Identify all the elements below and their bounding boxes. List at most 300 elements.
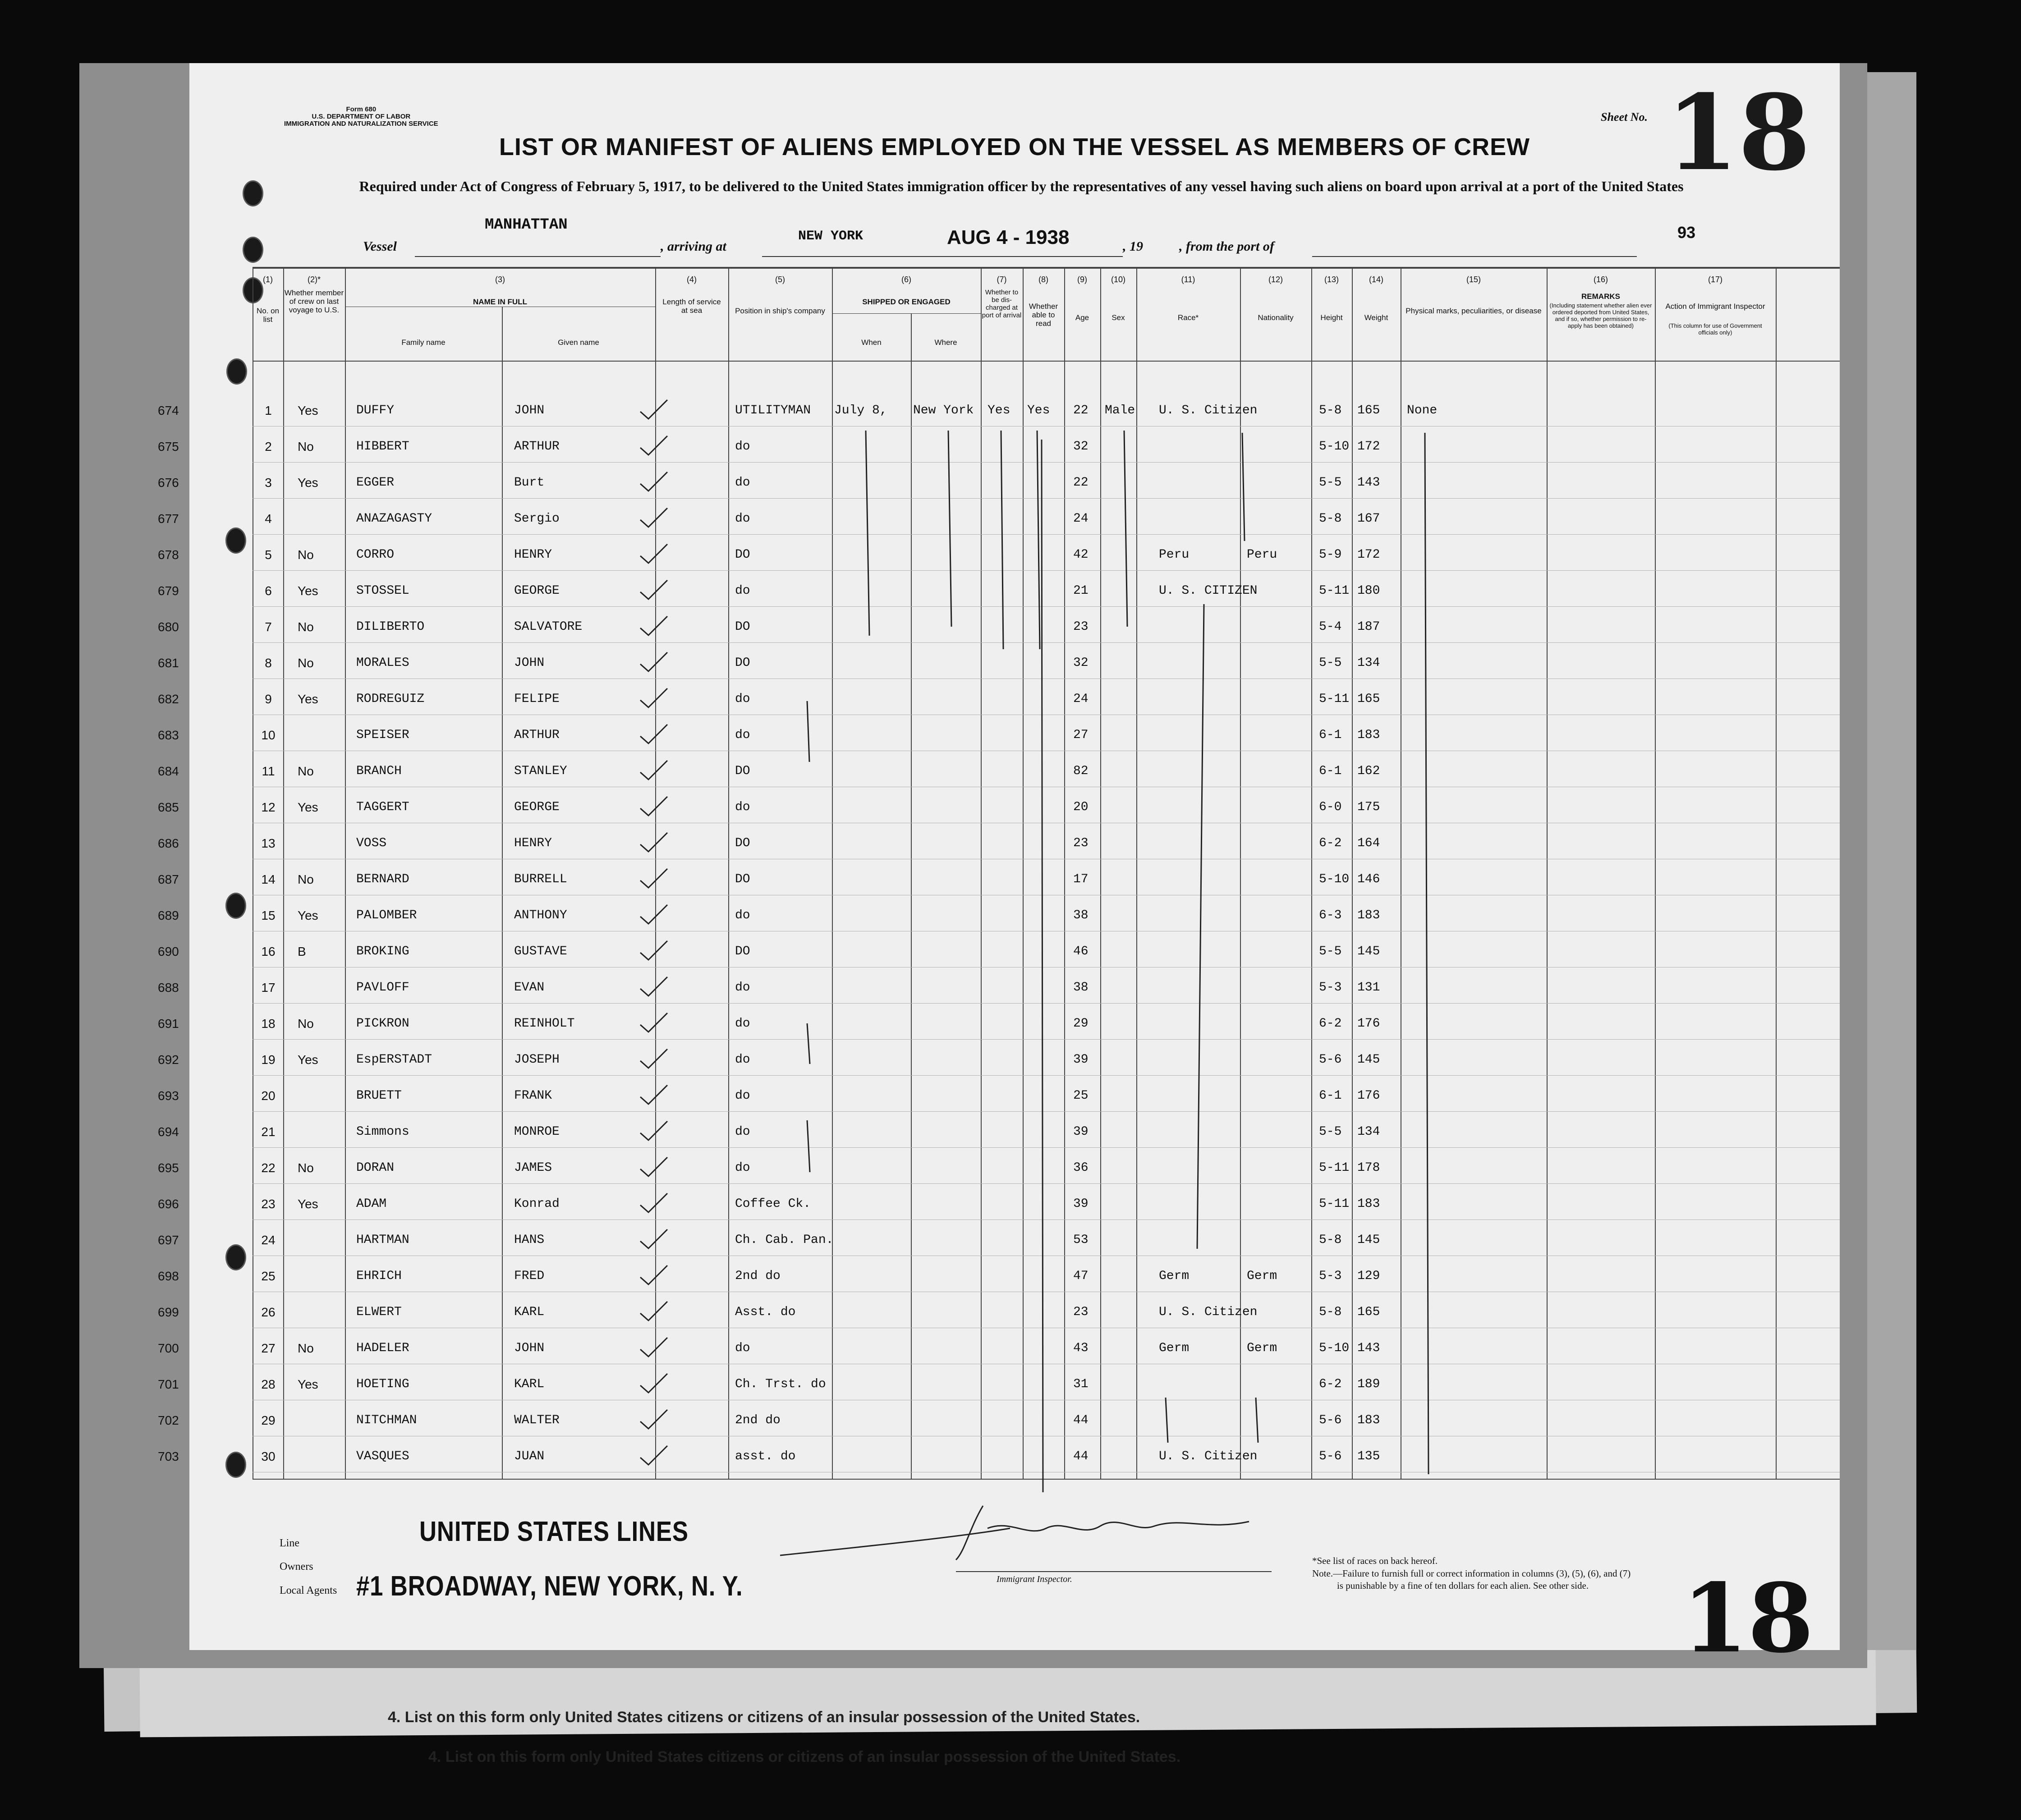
row-weight: 165: [1357, 403, 1380, 417]
check-mark: [640, 688, 667, 707]
row-given-name: WALTER: [514, 1413, 560, 1427]
row-age: 23: [1073, 620, 1089, 634]
row-family-name: HIBBERT: [356, 440, 409, 454]
row-margin-number: 684: [158, 764, 179, 778]
row-given-name: ARTHUR: [514, 728, 560, 742]
row-prev-voyage: No: [298, 872, 314, 886]
row-position: DO: [735, 872, 750, 886]
sheet-no-label: Sheet No.: [1601, 110, 1648, 124]
row-prev-voyage: No: [298, 548, 314, 562]
col-num: (8): [1038, 275, 1048, 284]
check-mark: [640, 1302, 667, 1320]
row-height: 6-1: [1319, 728, 1342, 742]
check-mark: [640, 544, 667, 563]
row-age: 23: [1073, 1305, 1089, 1319]
row-margin-number: 679: [158, 584, 179, 598]
line-label: Line: [280, 1537, 299, 1549]
sheet-number-footer: 18: [1682, 1563, 1814, 1674]
ditto-line: [1037, 431, 1040, 649]
row-age: 53: [1073, 1233, 1089, 1247]
row-position: DO: [735, 836, 750, 850]
row-age: 25: [1073, 1089, 1089, 1103]
col-num: (2)*: [307, 275, 321, 284]
row-position: do: [735, 1053, 750, 1067]
row-height: 5-9: [1319, 548, 1342, 562]
row-prev-voyage: Yes: [298, 692, 318, 706]
row-height: 5-10: [1319, 1341, 1350, 1355]
ditto-line: [1425, 433, 1428, 1474]
row-weight: 134: [1357, 656, 1380, 670]
row-weight: 145: [1357, 1053, 1380, 1067]
row-family-name: PAVLOFF: [356, 981, 409, 995]
col-head-remarks-note: (Including statement whether alien ever ordered deported from United States, and if so, whether permission to re-apply has been obtained): [1549, 302, 1652, 329]
row-age: 31: [1073, 1377, 1089, 1391]
row-given-name: JAMES: [514, 1161, 552, 1175]
row-age: 22: [1073, 403, 1089, 417]
row-family-name: BERNARD: [356, 872, 409, 886]
subtitle-line-1: Required under Act of Congress of February 5, 1917, to be delivered to the United States immigration officer by the representatives of any vessel having such aliens on board upon arrival at a: [359, 178, 1530, 194]
year-label: , 19: [1123, 239, 1143, 254]
row-position: DO: [735, 620, 750, 634]
col-head-nationality: Nationality: [1258, 313, 1294, 322]
row-weight: 145: [1357, 944, 1380, 958]
check-mark: [640, 1410, 667, 1429]
ditto-line: [807, 701, 809, 762]
row-height: 5-3: [1319, 1269, 1342, 1283]
arriving-label: , arriving at: [661, 239, 726, 254]
row-prev-voyage: Yes: [298, 1377, 318, 1391]
row-age: 43: [1073, 1341, 1089, 1355]
fine-note-1: Note.—Failure to furnish full or correct information in columns (3), (5), (6), and (7): [1312, 1568, 1631, 1579]
manifest-title: LIST OR MANIFEST OF ALIENS EMPLOYED ON THE VESSEL AS MEMBERS OF CREW: [499, 133, 1530, 160]
row-position: Coffee Ck.: [735, 1197, 811, 1211]
row-family-name: EspERSTADT: [356, 1053, 432, 1067]
row-physical-marks: None: [1407, 403, 1438, 417]
check-mark: [640, 1229, 667, 1248]
row-family-name: RODREGUIZ: [356, 692, 425, 706]
row-number: 18: [261, 1017, 276, 1031]
row-nationality: Peru: [1247, 548, 1277, 562]
row-number: 25: [261, 1269, 276, 1283]
row-number: 13: [261, 836, 276, 850]
row-margin-number: 687: [158, 872, 179, 886]
row-height: 6-2: [1319, 1017, 1342, 1031]
row-given-name: SALVATORE: [514, 620, 583, 634]
row-weight: 131: [1357, 981, 1380, 995]
line-stamp: UNITED STATES LINES: [419, 1516, 689, 1547]
row-family-name: STOSSEL: [356, 584, 409, 598]
row-race: U. S. CITIZEN: [1159, 584, 1258, 598]
row-position: DO: [735, 764, 750, 778]
row-margin-number: 695: [158, 1161, 179, 1175]
row-given-name: JOHN: [514, 656, 545, 670]
row-family-name: VASQUES: [356, 1449, 409, 1463]
check-mark: [640, 1338, 667, 1357]
row-given-name: EVAN: [514, 981, 545, 995]
row-height: 5-6: [1319, 1413, 1342, 1427]
row-position: do: [735, 728, 750, 742]
row-position: do: [735, 584, 750, 598]
row-number: 3: [265, 476, 272, 490]
row-weight: 183: [1357, 908, 1380, 922]
row-prev-voyage: No: [298, 656, 314, 670]
check-mark: [640, 580, 667, 599]
col-num: (15): [1466, 275, 1481, 284]
row-position: DO: [735, 548, 750, 562]
signature-line: [956, 1571, 1272, 1572]
check-mark: [640, 724, 667, 743]
check-mark: [640, 436, 667, 455]
row-given-name: KARL: [514, 1305, 545, 1319]
row-weight: 146: [1357, 872, 1380, 886]
row-margin-number: 688: [158, 981, 179, 995]
row-number: 6: [265, 584, 272, 598]
col-head-given-name: Given name: [558, 338, 599, 347]
row-position: Ch. Trst. do: [735, 1377, 826, 1391]
row-age: 32: [1073, 440, 1089, 454]
col-num: (6): [901, 275, 911, 284]
row-margin-number: 703: [158, 1449, 179, 1463]
underlying-page-text: 4. List on this form only United States citizens or citizens of an insular possession of the United States.: [388, 1709, 1140, 1726]
row-margin-number: 675: [158, 440, 179, 454]
row-weight: 143: [1357, 476, 1380, 490]
row-weight: 145: [1357, 1233, 1380, 1247]
handwritten-marks: [189, 63, 1840, 1650]
row-number: 8: [265, 656, 272, 670]
row-margin-number: 702: [158, 1413, 179, 1427]
row-family-name: NITCHMAN: [356, 1413, 417, 1427]
owners-label: Owners: [280, 1561, 313, 1572]
ditto-line: [1042, 440, 1043, 1492]
row-number: 20: [261, 1089, 276, 1103]
row-race: U. S. Citizen: [1159, 403, 1258, 417]
row-position: do: [735, 1161, 750, 1175]
row-discharged: Yes: [988, 403, 1010, 417]
row-weight: 165: [1357, 1305, 1380, 1319]
row-age: 24: [1073, 692, 1089, 706]
row-margin-number: 694: [158, 1125, 179, 1139]
row-age: 39: [1073, 1053, 1089, 1067]
col-head-read: Whether able to read: [1029, 302, 1058, 328]
row-margin-number: 689: [158, 908, 179, 922]
row-position: do: [735, 512, 750, 526]
service-name: IMMIGRATION AND NATURALIZATION SERVICE: [284, 120, 438, 128]
row-age: 39: [1073, 1125, 1089, 1139]
col-num: (14): [1369, 275, 1383, 284]
row-family-name: ADAM: [356, 1197, 387, 1211]
row-age: 47: [1073, 1269, 1089, 1283]
row-margin-number: 699: [158, 1305, 179, 1319]
row-weight: 176: [1357, 1089, 1380, 1103]
row-given-name: FRED: [514, 1269, 545, 1283]
row-height: 5-8: [1319, 403, 1342, 417]
check-mark: [640, 977, 667, 996]
department-name: U.S. DEPARTMENT OF LABOR: [312, 113, 411, 120]
check-mark: [640, 1085, 667, 1104]
row-number: 4: [265, 512, 272, 526]
row-given-name: HANS: [514, 1233, 545, 1247]
row-prev-voyage: Yes: [298, 403, 318, 417]
row-race: U. S. Citizen: [1159, 1449, 1258, 1463]
row-height: 5-5: [1319, 1125, 1342, 1139]
check-mark: [640, 1446, 667, 1465]
row-prev-voyage: No: [298, 620, 314, 634]
row-race: Germ: [1159, 1269, 1190, 1283]
row-weight: 178: [1357, 1161, 1380, 1175]
row-weight: 129: [1357, 1269, 1380, 1283]
row-sex: Male: [1105, 403, 1135, 417]
col-head-discharged: Whether to be dis-charged at port of arrival: [982, 289, 1022, 319]
row-weight: 134: [1357, 1125, 1380, 1139]
check-mark: [640, 761, 667, 779]
row-position: do: [735, 800, 750, 814]
row-number: 26: [261, 1305, 276, 1319]
row-position: do: [735, 981, 750, 995]
row-height: 5-10: [1319, 872, 1350, 886]
row-position: do: [735, 440, 750, 454]
row-height: 5-11: [1319, 1161, 1350, 1175]
races-note: *See list of races on back hereof.: [1312, 1555, 1438, 1566]
check-mark: [640, 472, 667, 491]
row-given-name: GEORGE: [514, 584, 560, 598]
row-nationality: Germ: [1247, 1341, 1277, 1355]
row-race: U. S. Citizen: [1159, 1305, 1258, 1319]
check-mark: [640, 652, 667, 671]
col-head-service-length: Length of service at sea: [662, 298, 721, 315]
ditto-line: [1124, 431, 1127, 627]
col-num: (5): [775, 275, 785, 284]
row-nationality: Germ: [1247, 1269, 1277, 1283]
row-position: 2nd do: [735, 1269, 781, 1283]
ditto-line: [1197, 604, 1204, 1249]
agents-stamp: #1 BROADWAY, NEW YORK, N. Y.: [356, 1571, 743, 1602]
col-head-family-name: Family name: [401, 338, 446, 347]
row-height: 6-0: [1319, 800, 1342, 814]
row-height: 5-11: [1319, 584, 1350, 598]
row-margin-number: 680: [158, 620, 179, 634]
col-num: (11): [1181, 275, 1195, 284]
col-num: (7): [997, 275, 1007, 284]
check-mark: [640, 905, 667, 924]
check-mark: [640, 833, 667, 852]
row-family-name: EHRICH: [356, 1269, 402, 1283]
row-margin-number: 674: [158, 403, 179, 417]
row-position: do: [735, 1017, 750, 1031]
row-margin-number: 691: [158, 1017, 179, 1031]
row-weight: 165: [1357, 692, 1380, 706]
row-prev-voyage: Yes: [298, 908, 318, 922]
row-number: 10: [261, 728, 276, 742]
row-family-name: DORAN: [356, 1161, 395, 1175]
ditto-line: [807, 1023, 810, 1064]
check-mark: [640, 1193, 667, 1212]
row-given-name: FRANK: [514, 1089, 552, 1103]
row-height: 5-5: [1319, 656, 1342, 670]
row-position: UTILITYMAN: [735, 403, 811, 417]
subtitle-line-2: port of the United States: [1533, 178, 1684, 194]
row-age: 20: [1073, 800, 1089, 814]
row-height: 5-3: [1319, 981, 1342, 995]
row-given-name: GEORGE: [514, 800, 560, 814]
row-margin-number: 697: [158, 1233, 179, 1247]
row-weight: 172: [1357, 440, 1380, 454]
row-weight: 183: [1357, 1197, 1380, 1211]
row-age: 42: [1073, 548, 1089, 562]
row-family-name: TAGGERT: [356, 800, 409, 814]
row-height: 5-8: [1319, 1233, 1342, 1247]
vessel-label: Vessel: [363, 239, 397, 254]
row-number: 14: [261, 872, 276, 886]
row-margin-number: 681: [158, 656, 179, 670]
row-age: 32: [1073, 656, 1089, 670]
row-margin-number: 685: [158, 800, 179, 814]
row-family-name: HOETING: [356, 1377, 409, 1391]
form-number: Form 680: [346, 105, 377, 113]
check-mark: [640, 869, 667, 888]
check-mark: [640, 941, 667, 960]
check-mark: [640, 1157, 667, 1176]
row-position: do: [735, 476, 750, 490]
local-agents-label: Local Agents: [280, 1585, 337, 1596]
row-prev-voyage: B: [298, 944, 306, 958]
row-weight: 183: [1357, 728, 1380, 742]
row-height: 5-6: [1319, 1449, 1342, 1463]
row-family-name: BRANCH: [356, 764, 402, 778]
row-given-name: ANTHONY: [514, 908, 567, 922]
row-position: do: [735, 1125, 750, 1139]
row-margin-number: 701: [158, 1377, 179, 1391]
row-able-to-read: Yes: [1027, 403, 1050, 417]
row-given-name: JOHN: [514, 1341, 545, 1355]
row-prev-voyage: No: [298, 764, 314, 778]
col-num: (16): [1593, 275, 1608, 284]
row-given-name: KARL: [514, 1377, 545, 1391]
page-count: 93: [1677, 223, 1696, 242]
col-head-action-note: (This column for use of Government officials only): [1668, 322, 1762, 336]
col-num: (4): [687, 275, 697, 284]
row-number: 27: [261, 1341, 276, 1355]
row-family-name: DILIBERTO: [356, 620, 425, 634]
col-head-action: Action of Immigrant Inspector: [1665, 302, 1765, 311]
col-num: (17): [1708, 275, 1722, 284]
row-race: Peru: [1159, 548, 1190, 562]
row-prev-voyage: Yes: [298, 1197, 318, 1211]
row-family-name: BROKING: [356, 944, 409, 958]
row-number: 30: [261, 1449, 276, 1463]
row-height: 6-2: [1319, 836, 1342, 850]
row-margin-number: 682: [158, 692, 179, 706]
row-height: 6-2: [1319, 1377, 1342, 1391]
check-mark: [640, 1265, 667, 1284]
row-height: 6-3: [1319, 908, 1342, 922]
row-position: do: [735, 692, 750, 706]
row-given-name: BURRELL: [514, 872, 567, 886]
row-height: 5-11: [1319, 692, 1350, 706]
row-family-name: DUFFY: [356, 403, 395, 417]
ditto-line: [948, 431, 951, 627]
row-height: 5-10: [1319, 440, 1350, 454]
row-number: 11: [262, 764, 275, 778]
row-given-name: HENRY: [514, 548, 552, 562]
check-mark: [640, 1049, 667, 1068]
ditto-line: [866, 431, 869, 636]
row-prev-voyage: No: [298, 1017, 314, 1031]
row-position: DO: [735, 656, 750, 670]
arrival-date: AUG 4 - 1938: [947, 226, 1070, 248]
row-given-name: REINHOLT: [514, 1017, 575, 1031]
from-port-label: , from the port of: [1179, 239, 1274, 254]
row-number: 1: [265, 403, 272, 417]
row-shipped-when: July 8,: [834, 403, 887, 417]
row-given-name: JUAN: [514, 1449, 545, 1463]
row-age: 23: [1073, 836, 1089, 850]
row-given-name: FELIPE: [514, 692, 560, 706]
row-number: 28: [261, 1377, 276, 1391]
row-number: 7: [265, 620, 272, 634]
row-number: 5: [265, 548, 272, 562]
row-given-name: Burt: [514, 476, 545, 490]
row-age: 39: [1073, 1197, 1089, 1211]
row-prev-voyage: Yes: [298, 1053, 318, 1067]
ditto-line: [1001, 431, 1003, 649]
row-margin-number: 696: [158, 1197, 179, 1211]
col-head-shipped: SHIPPED OR ENGAGED: [862, 298, 951, 306]
row-weight: 175: [1357, 800, 1380, 814]
row-age: 21: [1073, 584, 1089, 598]
manifest-sheet: [158, 63, 1840, 1674]
row-weight: 162: [1357, 764, 1380, 778]
ditto-line: [1256, 1398, 1258, 1443]
col-num: (12): [1268, 275, 1283, 284]
row-given-name: JOSEPH: [514, 1053, 560, 1067]
row-given-name: Konrad: [514, 1197, 560, 1211]
col-num: (3): [495, 275, 505, 284]
row-number: 29: [261, 1413, 276, 1427]
row-family-name: HARTMAN: [356, 1233, 409, 1247]
row-margin-number: 678: [158, 548, 179, 562]
row-number: 21: [261, 1125, 276, 1139]
check-mark: [640, 1013, 667, 1032]
row-given-name: ARTHUR: [514, 440, 560, 454]
row-family-name: PALOMBER: [356, 908, 417, 922]
row-weight: 164: [1357, 836, 1380, 850]
row-height: 5-8: [1319, 512, 1342, 526]
row-number: 22: [261, 1161, 276, 1175]
row-position: 2nd do: [735, 1413, 781, 1427]
row-age: 44: [1073, 1413, 1089, 1427]
col-head-where: Where: [934, 338, 957, 347]
row-race: Germ: [1159, 1341, 1190, 1355]
row-number: 19: [261, 1053, 276, 1067]
row-weight: 167: [1357, 512, 1380, 526]
row-age: 36: [1073, 1161, 1089, 1175]
row-number: 2: [265, 440, 272, 454]
col-head-age: Age: [1075, 313, 1089, 322]
row-prev-voyage: No: [298, 1161, 314, 1175]
row-family-name: Simmons: [356, 1125, 409, 1139]
row-margin-number: 677: [158, 512, 179, 526]
row-number: 12: [261, 800, 276, 814]
row-age: 38: [1073, 908, 1089, 922]
row-age: 17: [1073, 872, 1089, 886]
col-head-prev-voyage: Whether member of crew on last voyage to U.S.: [284, 289, 344, 314]
check-mark: [640, 400, 667, 419]
row-prev-voyage: No: [298, 1341, 314, 1355]
row-age: 22: [1073, 476, 1089, 490]
row-height: 5-4: [1319, 620, 1342, 634]
row-number: 23: [261, 1197, 276, 1211]
row-margin-number: 676: [158, 476, 179, 490]
